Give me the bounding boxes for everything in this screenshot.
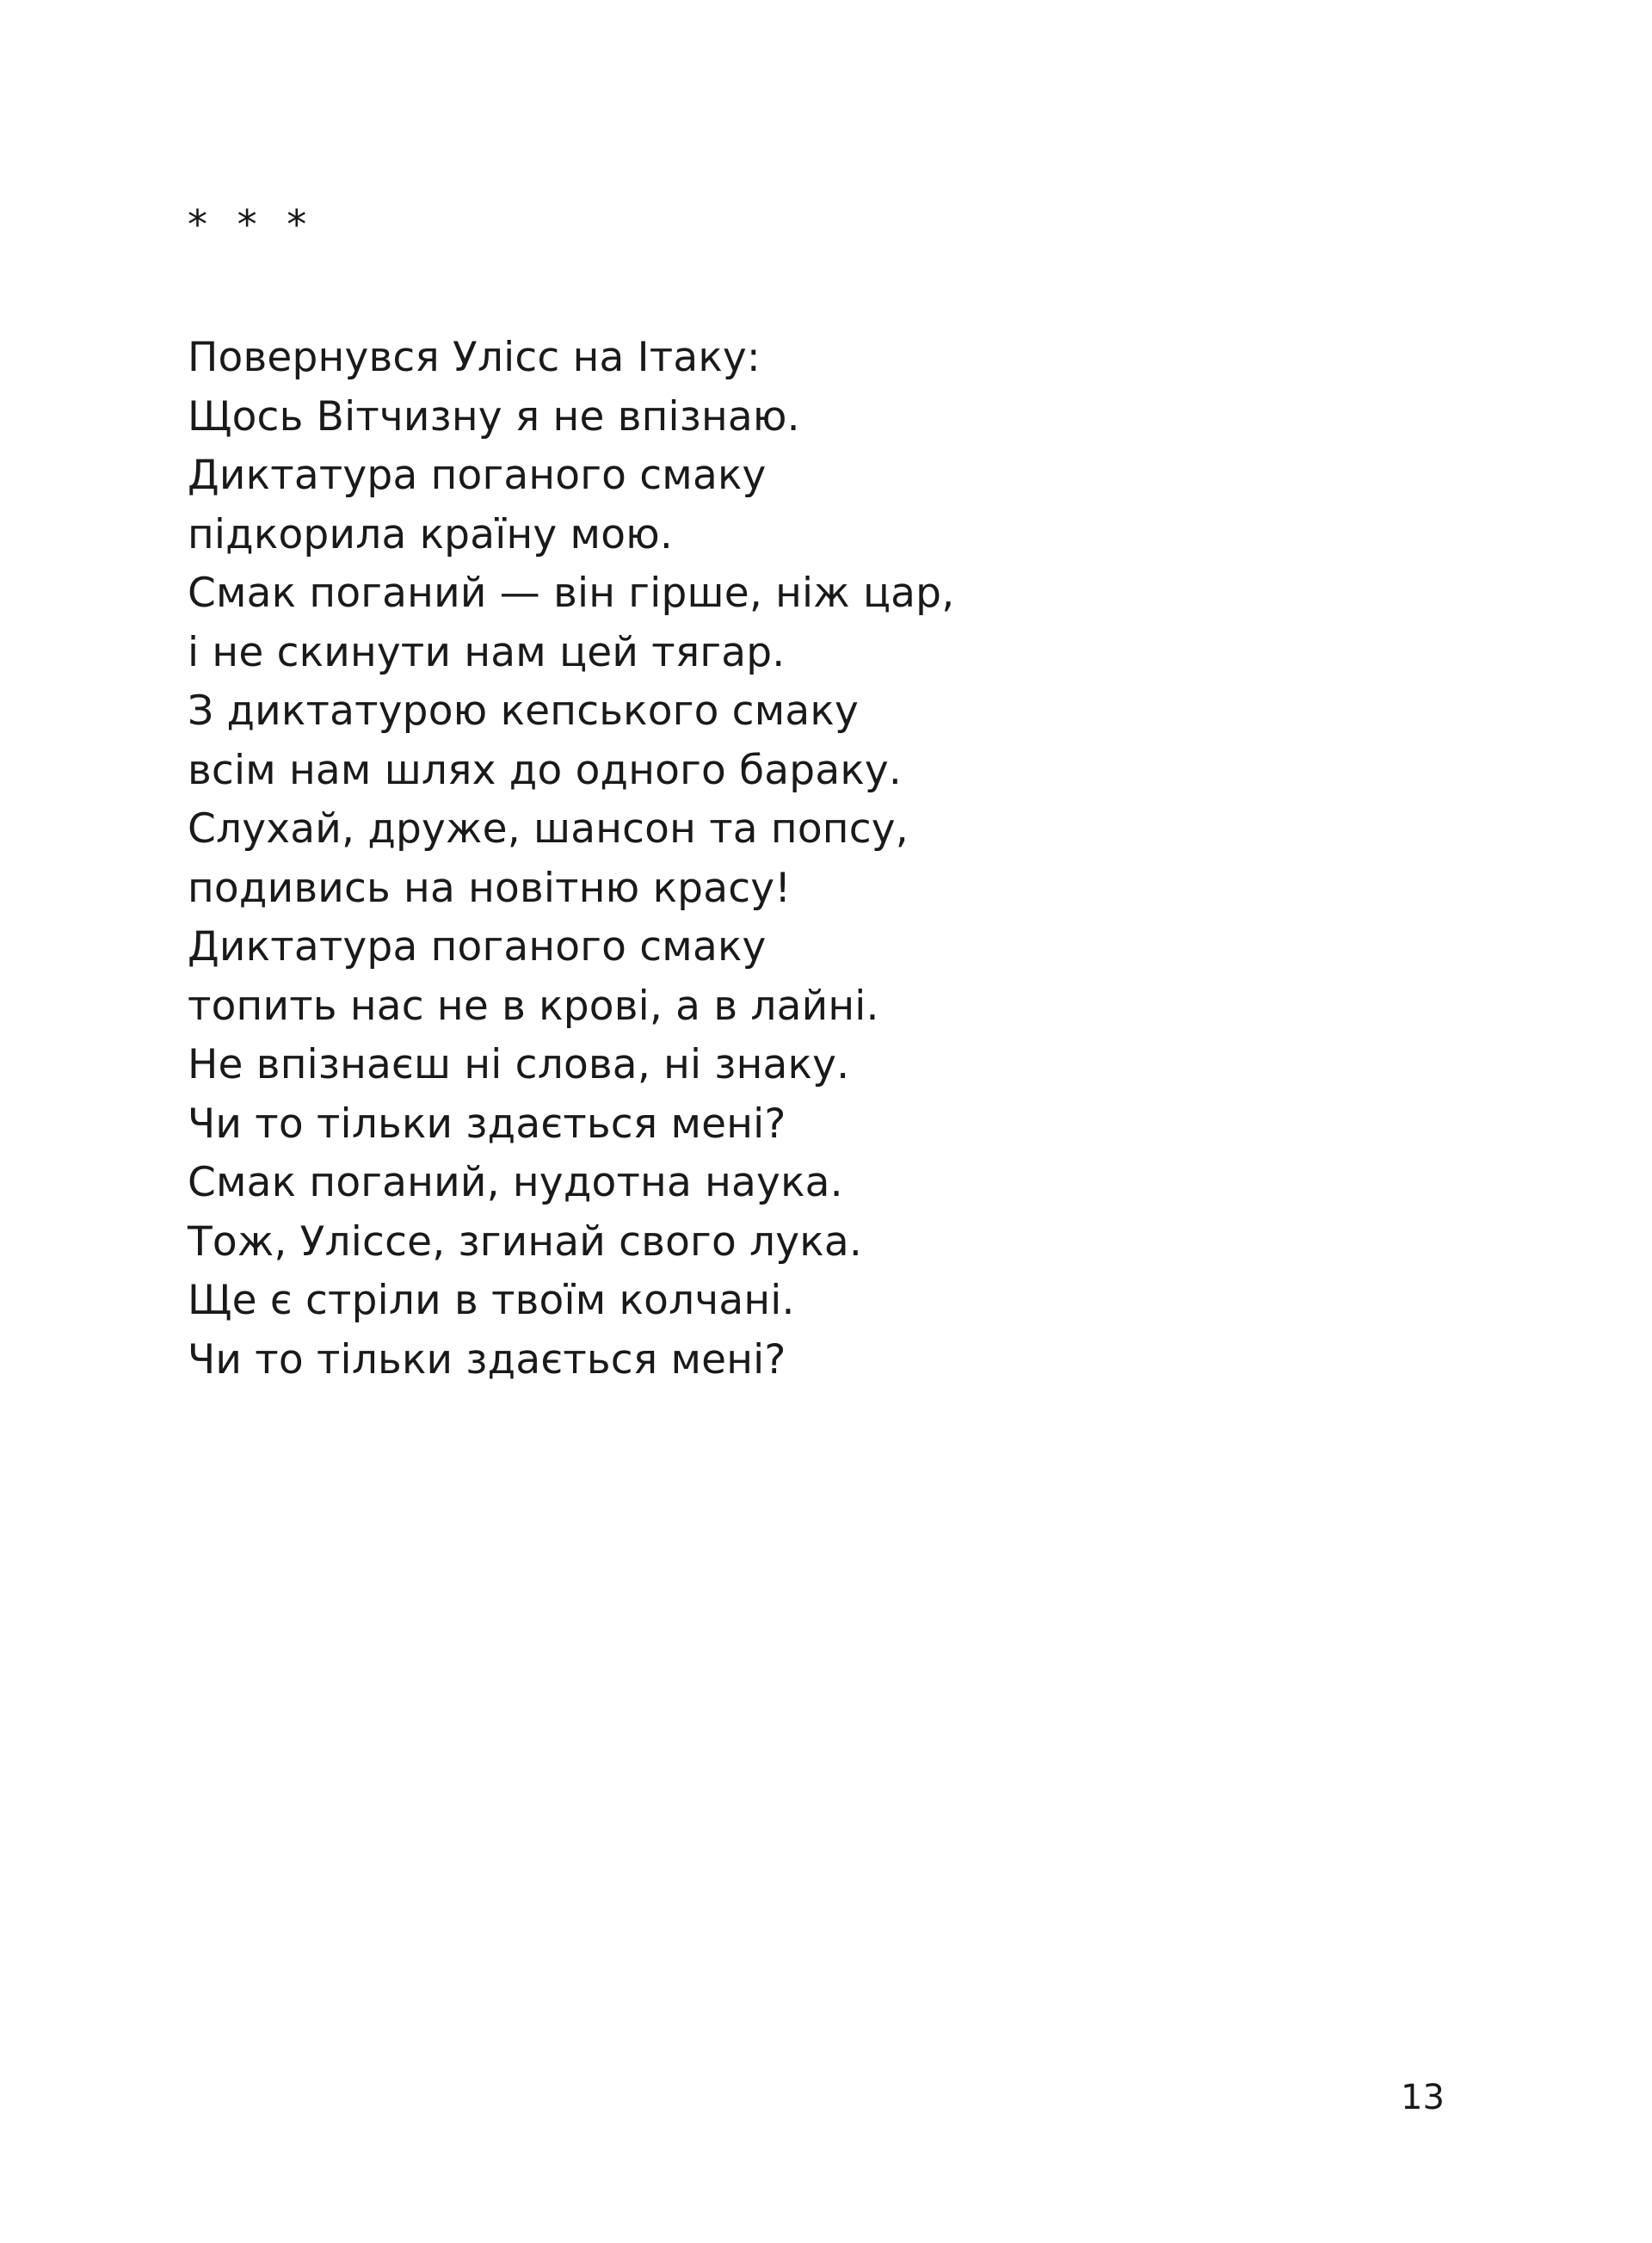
poem-line: З диктатурою кепського смаку [188, 687, 859, 735]
poem-line: всім нам шлях до одного бараку. [188, 746, 903, 794]
poem-line: Слухай, друже, шансон та попсу, [188, 805, 909, 853]
page-number: 13 [1401, 2078, 1445, 2117]
poem-line: Диктатура поганого смаку [188, 452, 767, 499]
poem-line: Щось Вітчизну я не впізнаю. [188, 392, 800, 441]
poem-line: підкорила країну мою. [188, 510, 674, 558]
poem-line: і не скинути нам цей тягар. [188, 628, 786, 676]
poem-line: Повернувся Улісс на Ітаку: [188, 334, 761, 381]
section-separator: * * * [188, 201, 316, 248]
poem-line: Смак поганий — він гірше, ніж цар, [188, 570, 955, 617]
poem-line: Чи то тільки здається мені? [188, 1335, 786, 1383]
poem-line: подивись на новітню красу! [188, 864, 792, 912]
poem-line: Смак поганий, нудотна наука. [188, 1159, 843, 1206]
poem-line: Ще є стріли в твоїм колчані. [188, 1277, 795, 1324]
poem-line: Тож, Уліссе, згинай свого лука. [188, 1217, 863, 1266]
poem-line: Не впізнаєш ні слова, ні знаку. [188, 1041, 850, 1088]
poem-line: Чи то тільки здається мені? [188, 1100, 786, 1148]
poem-line: топить нас не в крові, а в лайні. [188, 982, 879, 1030]
poem-text [188, 329, 1392, 1390]
poem-line: Диктатура поганого смаку [188, 923, 767, 971]
